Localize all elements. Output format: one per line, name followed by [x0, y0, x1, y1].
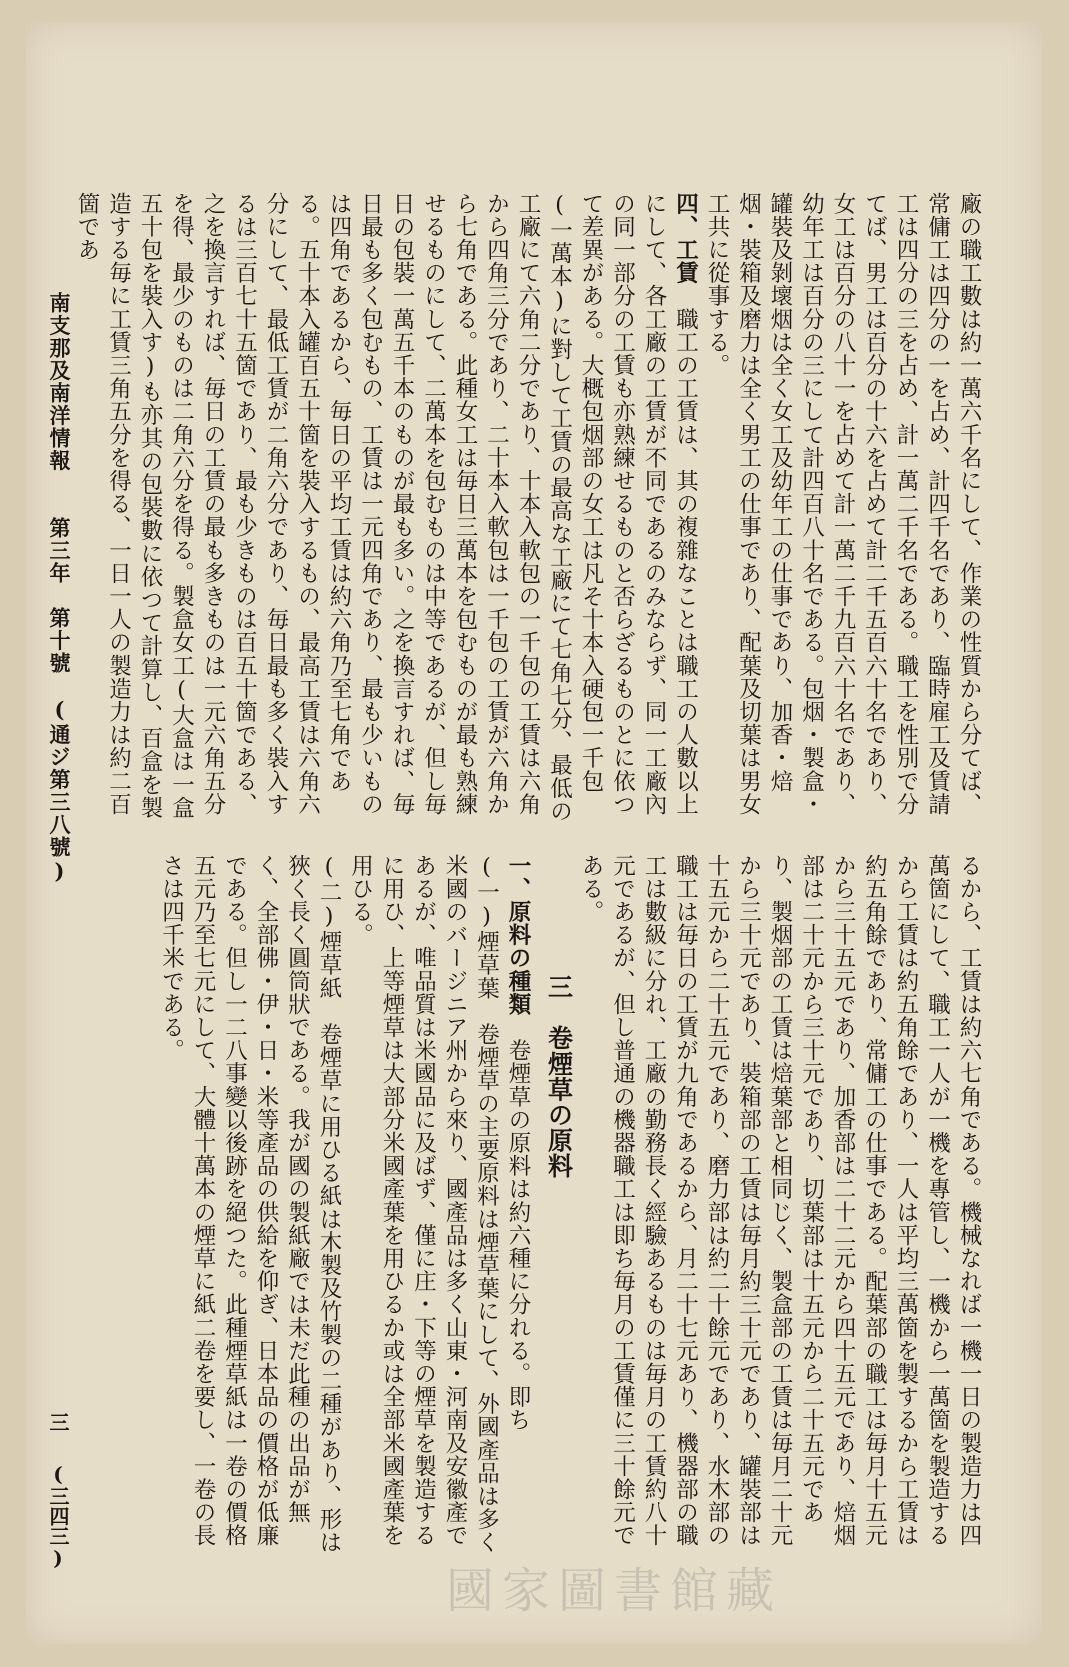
- bottom-text-block: [104, 854, 984, 1559]
- section-title-text: 三 卷煙草の原料: [544, 974, 574, 1179]
- journal-title: 南支那及南洋情報: [47, 292, 72, 472]
- item-cigarette-paper: [155, 854, 344, 1559]
- paragraph-wages: [71, 192, 701, 832]
- volume-issue: 第三年 第十號 (通ジ第三八號): [47, 517, 72, 885]
- paragraph-wages-continued: るから、工賃は約六七角である。機械なれば一機一日の製造力は四萬箇にして、職工一人が一機を專管し、一機から一萬箇を製造するから工賃は約五角餘であり、一人は平均三萬箇を製するから工賃は約五角餘であり、常傭工の仕事である。配葉部の職工は毎月十五元から三十五元であり、加香部は二十二元から四十五元であり、焙烟部は二十元から三十元であり、切葉部は十五元から二十五元であり、製烟部の工賃は焙葉部と相同じく、製盒部の工賃は毎月二十元から三十元であり、裝箱部の工賃は毎月約三十元であり、罐裝部は十五元から二十五元であり、磨力部は約二十餘元であり、水木部の職工は毎日の工賃が九角であるから、月二十七元あり、機器部の職工は數級に分れ、工廠の勤務長く經驗あるものは毎月の工賃約八十元であるが、但し普通の機器職工は即ち毎月の工賃僅に三十餘元である。: [578, 854, 982, 1547]
- item-tobacco-leaf-body: 卷煙草の主要原料は煙草葉にして、外國產品は多く米國のバージニア州から來り、國產品は多く山東・河南及安徽產であるが、唯品質は米國品に及ばず、僅に庄・下等の煙草を製造するに用ひ、上等煙草は大部分米國產葉を用ひるか或は全部米國產葉を用ひる。: [347, 854, 500, 1555]
- page-sheet: [26, 22, 1042, 1644]
- item-cigarette-paper-body: 卷煙草に用ひる紙は木製及竹製の二種があり、形は狹く長く圓筒狀である。我が國の製紙廠では未だ此種の出品が無く、全部佛・伊・日・米等產品の供給を仰ぎ、日本品の價格が低廉である。但し一二八事變以後跡を絕つた。此種煙草紙は一卷の價格五元乃至七元にして、大體十萬本の煙草に紙二卷を要し、一卷の長さは四千米である。: [158, 854, 342, 1555]
- heading-wages: 四、工賃: [672, 192, 699, 285]
- page-number-kanji: 三: [46, 1412, 70, 1432]
- section-title: [533, 854, 575, 1559]
- item-material-types-body: 卷煙草の原料は約六種に分れる。即ち: [505, 1038, 531, 1432]
- item-material-types-head: 一、原料の種類: [505, 854, 531, 1016]
- top-text-block: [74, 192, 984, 832]
- item-tobacco-leaf: [344, 854, 502, 1559]
- item-material-types: [502, 854, 534, 1559]
- item-cigarette-paper-head: (二)煙草紙: [316, 854, 342, 1000]
- page-number-total: (三四三): [46, 1462, 70, 1570]
- paragraph-wages-body: 職工の工賃は、其の複雜なことは職工の人數以上にして、各工廠の工賃が不同であるのみならず、同一工廠內の同一部分の工賃も亦熟練せるものと否らざるものとに依つて差異がある。大概包烟部の女工は凡そ十本入硬包一千包(一萬本)に對して工賃の最高な工廠にて七角七分、最低の工廠にて六角二分であり、十本入軟包の一千包の工賃は六角から四角三分であり、二十本入軟包は一千包の工賃が六角から七角である。此種女工は毎日三萬本を包むものが最も熟練せるものにして、二萬本を包むものは中等であるが、但し毎日の包裝一萬五千本のものが最も多い。之を換言すれば、毎日最も多く包むもの、工賃は一元四角であり、最も少いものは四角であるから、毎日の平均工賃は約六角乃至七角である。五十本入罐百五十箇を裝入するもの、最高工賃は六角六分にして、最低工賃が二角六分であり、毎日最も多く裝入するは三百七十五箇であり、最も少きものは百五十箇である、之を換言すれば、毎日の工賃の最も多きものは一元六角五分を得、最少のものは二角六分を得る。製盒女工(大盒は一盒五十包を裝入す)も亦其の包裝數に依つて計算し、百盒を製造する毎に工賃三角五分を得る、一日一人の製造力は約二百箇であ: [74, 192, 699, 823]
- item-tobacco-leaf-head: (一)煙草葉: [473, 854, 500, 1000]
- paragraph-worker-count: 廠の職工數は約一萬六千名にして、作業の性質から分てば、常傭工は四分の一を占め、計四千名であり、臨時雇工及賃請工は四分の三を占め、計一萬二千名である。職工を性別で分てば、男工は百分の十六を占めて計二千五百六十名であり、女工は百分の八十一を占めて計一萬二千九百六十名であり、幼年工は百分の三にして計四百八十名である。包烟・製盒・罐裝及剝壞烟は全く女工及幼年工の仕事であり、加香・焙烟・裝箱及磨力は全く男工の仕事であり、配葉及切葉は男女工共に從事する。: [704, 192, 982, 816]
- library-watermark: 國家圖書館藏: [446, 1563, 783, 1619]
- running-header: [44, 292, 74, 1372]
